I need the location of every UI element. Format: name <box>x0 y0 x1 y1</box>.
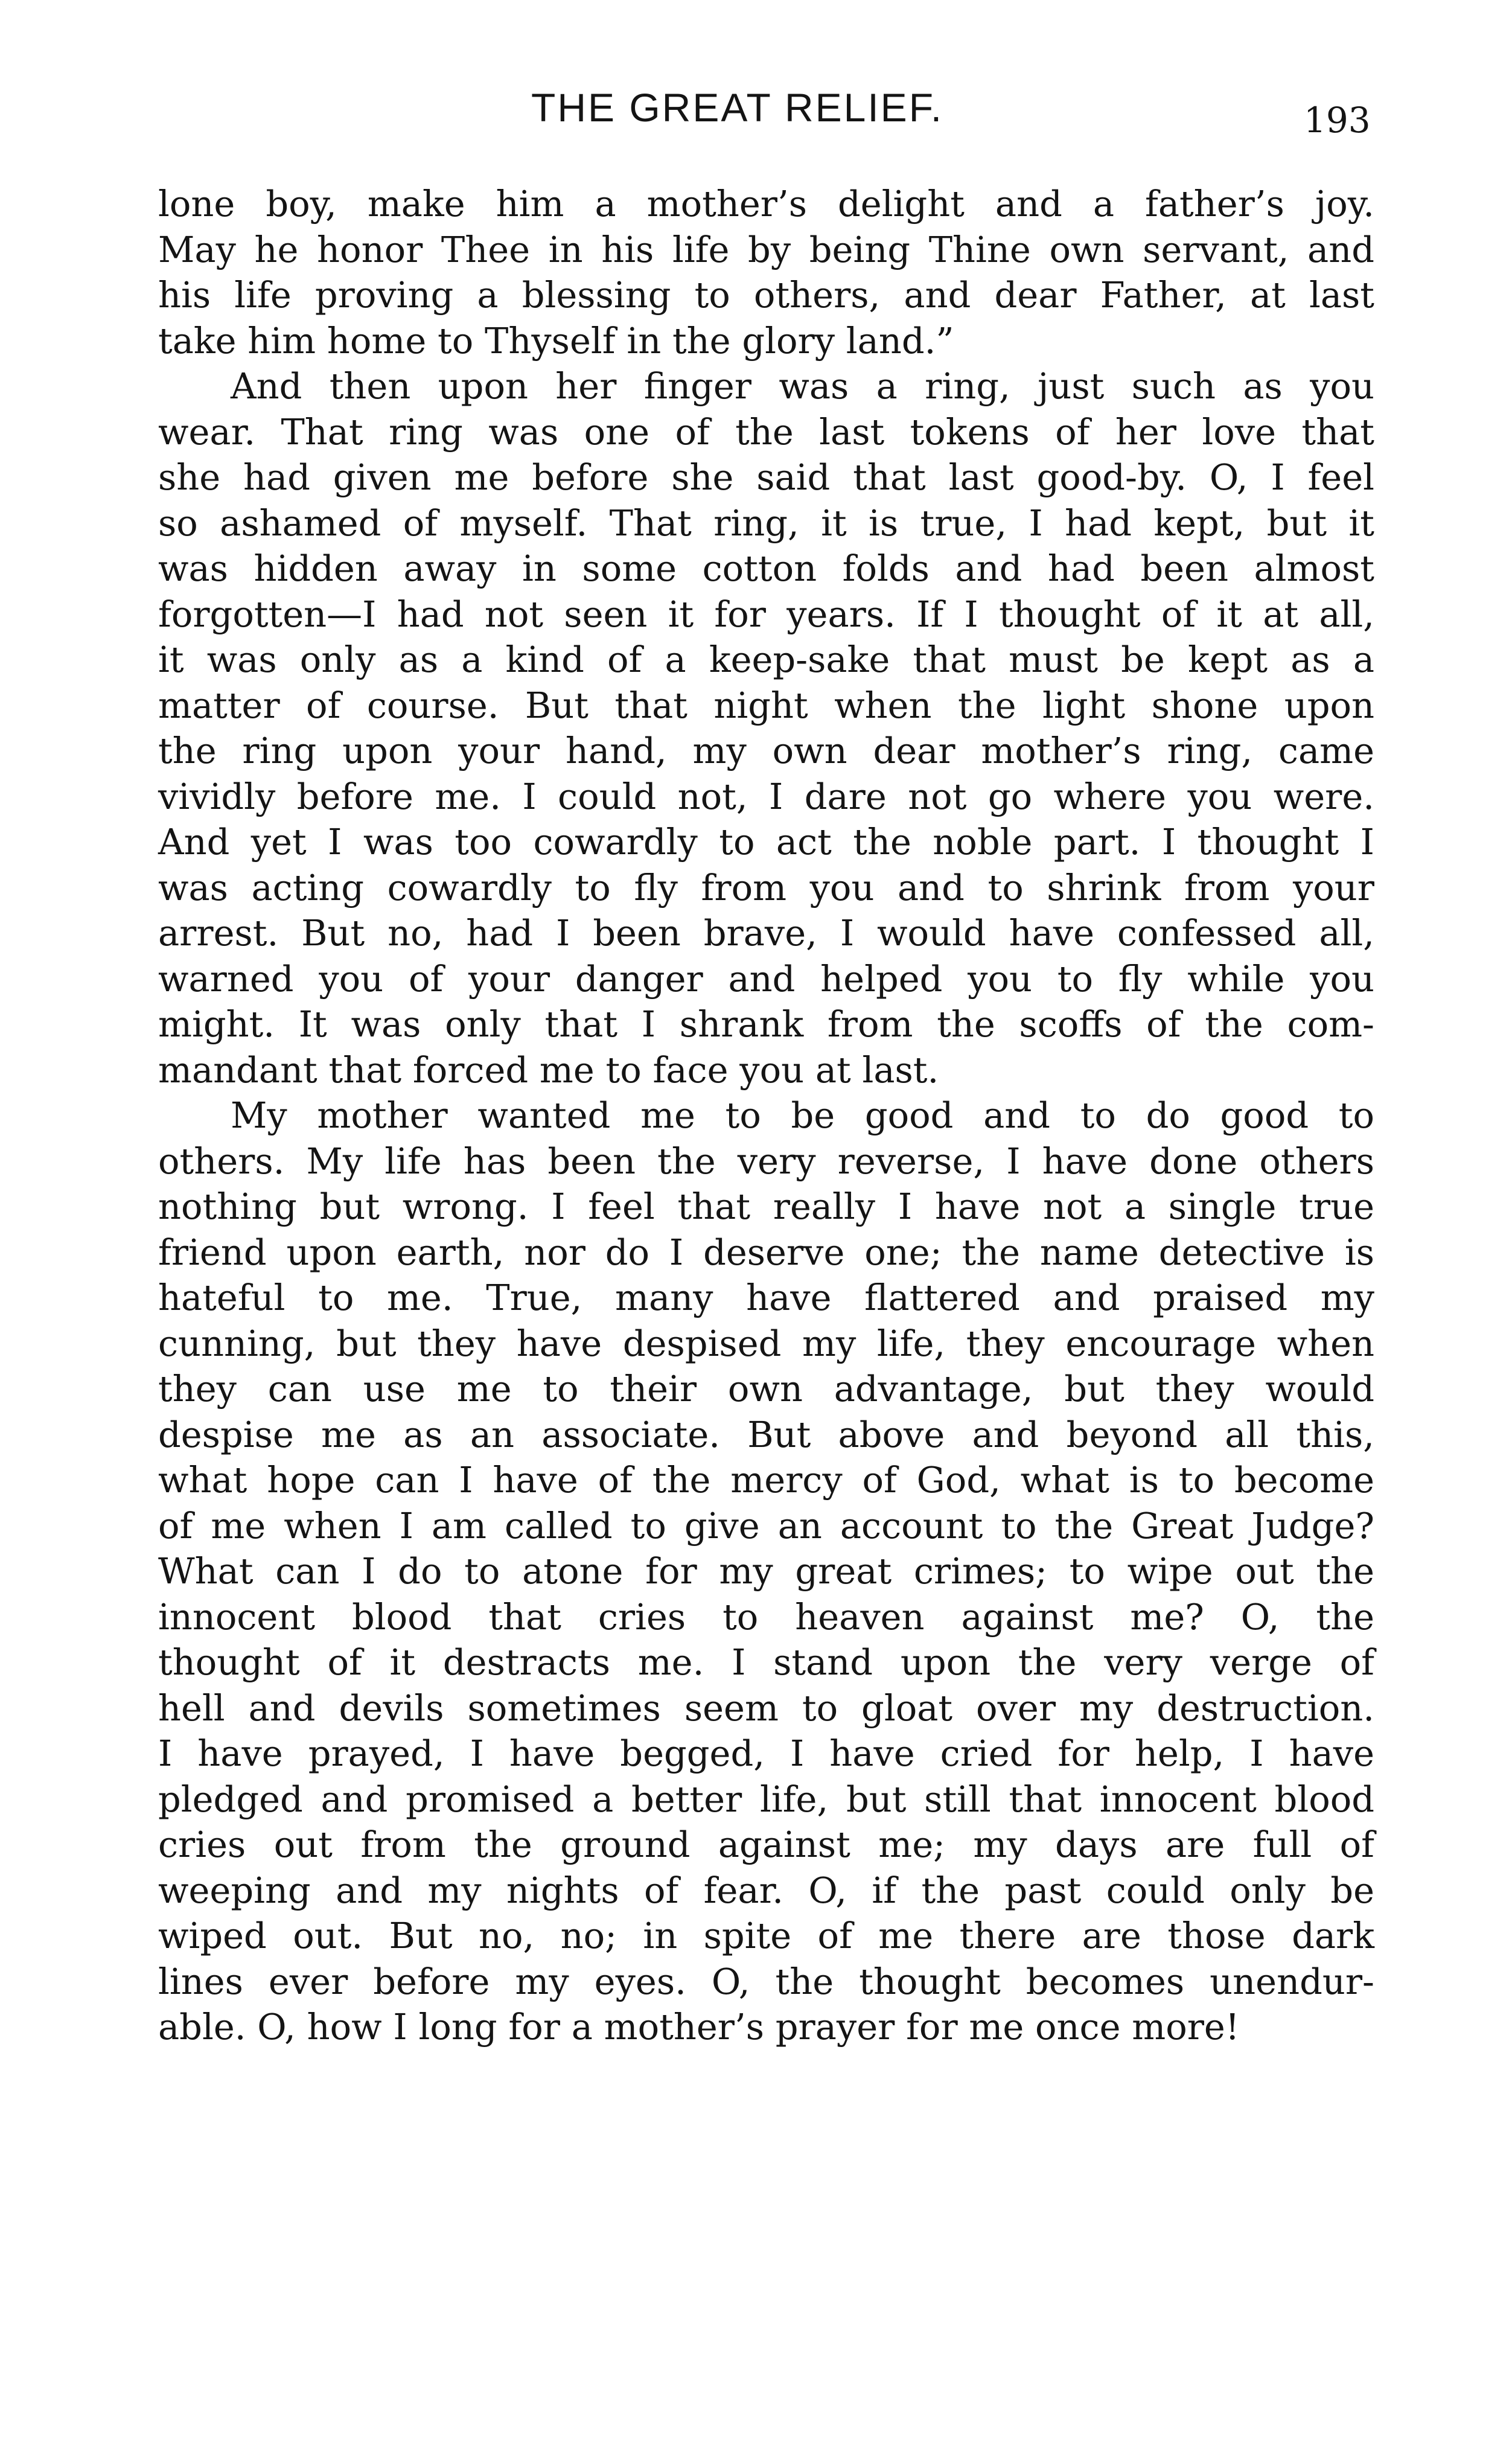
text-line: what hope can I have of the mercy of God, what is to become <box>158 1459 1374 1501</box>
text-line: they can use me to their own advantage, but they would <box>158 1368 1374 1410</box>
paragraph <box>158 181 1374 363</box>
text-line: the ring upon your hand, my own dear mother’s ring, came <box>158 730 1374 771</box>
text-line: it was only as a kind of a keep-sake that must be kept as a <box>158 639 1374 680</box>
text-line: May he honor Thee in his life by being Thine own servant, and <box>158 228 1374 270</box>
text-line: mandant that forced me to face you at last. <box>158 1049 939 1091</box>
running-header <box>0 85 1512 139</box>
text-line: thought of it destracts me. I stand upon the very verge of <box>158 1641 1374 1683</box>
text-line: innocent blood that cries to heaven against me? O, the <box>158 1595 1374 1638</box>
text-line: pledged and promised a better life, but still that innocent blood <box>158 1778 1374 1820</box>
text-line: nothing but wrong. I feel that really I have not a single true <box>158 1186 1374 1227</box>
text-line: despise me as an associate. But above and beyond all this, <box>158 1413 1374 1455</box>
text-line: wear. That ring was one of the last tokens of her love that <box>158 410 1374 453</box>
text-line: forgotten—I had not seen it for years. If I thought of it at all, <box>158 593 1374 635</box>
text-line: of me when I am called to give an account to the Great Judge? <box>158 1504 1374 1547</box>
paragraph <box>158 1093 1374 2050</box>
text-line: others. My life has been the very reverse, I have done others <box>158 1140 1374 1182</box>
text-line: take him home to Thyself in the glory land.” <box>158 319 954 362</box>
text-line: My mother wanted me to be good and to do good to <box>231 1094 1374 1136</box>
text-line: And yet I was too cowardly to act the noble part. I thought I <box>158 821 1374 863</box>
text-line: hateful to me. True, many have flattered and praised my <box>158 1277 1374 1318</box>
text-line: wiped out. But no, no; in spite of me there are those dark <box>158 1915 1374 1956</box>
text-line: matter of course. But that night when the light shone upon <box>158 684 1374 726</box>
text-line: lone boy, make him a mother’s delight and a father’s joy. <box>158 183 1374 225</box>
text-line: cries out from the ground against me; my days are full of <box>158 1824 1374 1865</box>
text-line: friend upon earth, nor do I deserve one; the name detective is <box>158 1231 1374 1273</box>
paragraph <box>158 363 1374 1093</box>
text-line: cunning, but they have despised my life, they encourage when <box>158 1322 1374 1364</box>
text-line: arrest. But no, had I been brave, I would have confessed all, <box>158 912 1374 954</box>
text-line: What can I do to atone for my great crimes; to wipe out the <box>158 1550 1374 1592</box>
text-line: lines ever before my eyes. O, the thought becomes unendur- <box>158 1960 1374 2002</box>
text-line: she had given me before she said that last good-by. O, I feel <box>158 456 1374 498</box>
text-line: so ashamed of myself. That ring, it is true, I had kept, but it <box>158 502 1374 544</box>
text-line: And then upon her finger was a ring, just such as you <box>231 365 1374 407</box>
page-number: 193 <box>1304 100 1371 141</box>
running-title: THE GREAT RELIEF. <box>531 85 944 130</box>
body-text <box>158 181 1374 2050</box>
text-line: was hidden away in some cotton folds and had been almost <box>158 548 1374 589</box>
text-line: weeping and my nights of fear. O, if the past could only be <box>158 1869 1374 1911</box>
text-line: hell and devils sometimes seem to gloat over my destruction. <box>158 1687 1374 1729</box>
text-line: his life proving a blessing to others, and dear Father, at last <box>158 274 1374 316</box>
text-line: vividly before me. I could not, I dare not go where you were. <box>158 775 1374 817</box>
text-line: warned you of your danger and helped you to fly while you <box>158 957 1374 1000</box>
text-line: might. It was only that I shrank from the scoffs of the com- <box>158 1003 1374 1045</box>
text-line: able. O, how I long for a mother’s prayer for me once more! <box>158 2006 1240 2048</box>
text-line: I have prayed, I have begged, I have cried for help, I have <box>158 1733 1374 1774</box>
text-line: was acting cowardly to fly from you and to shrink from your <box>158 866 1374 909</box>
